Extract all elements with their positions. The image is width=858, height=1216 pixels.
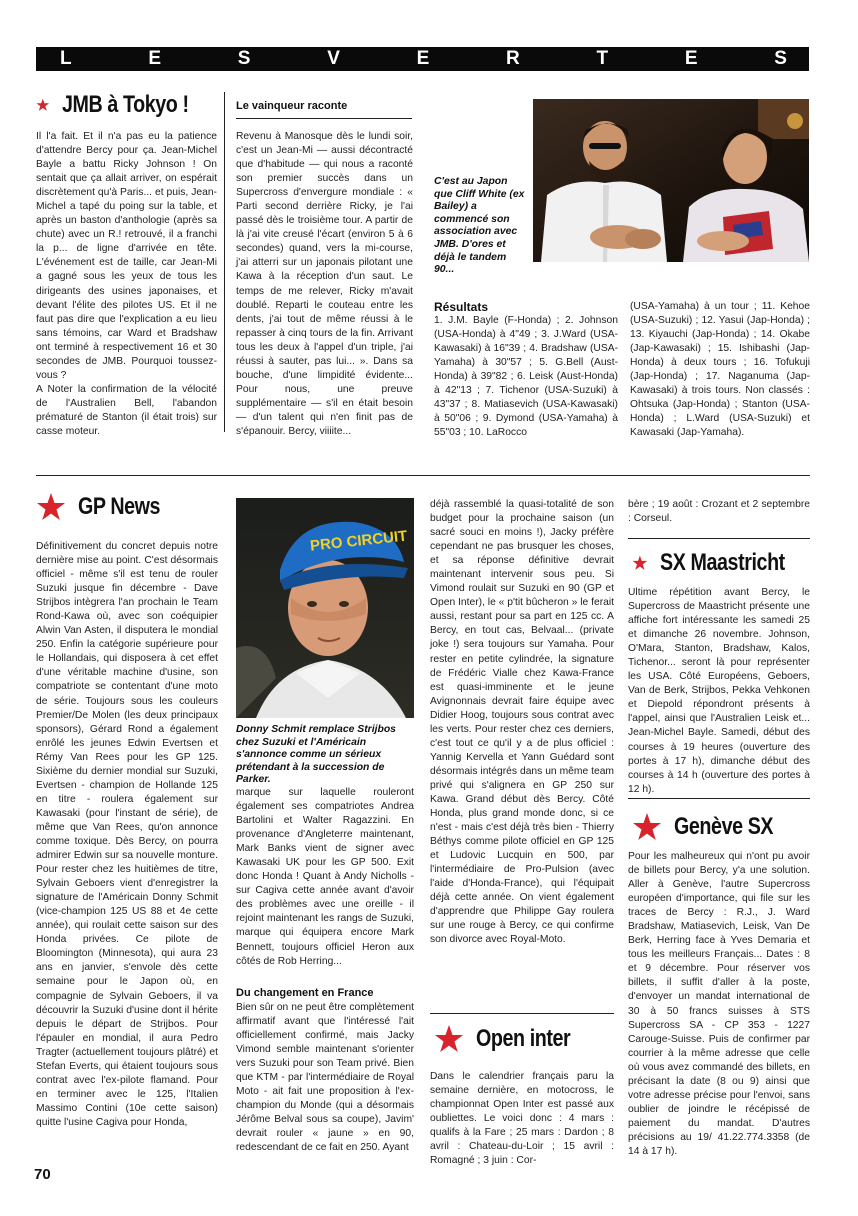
banner-letter: S: [774, 48, 787, 69]
gpnews-col3: déjà rassemblé la quasi-totalité de son budget pour la prochaine saison (un sacré souci en moins !), Jacky préfère cependant ne pas brusquer les choses, et sa réponse définitive devrait maintenant intervenir sous peu. Si Vimond roulait sur Suzuki en 90 (GP et Open Inter), le « p'tit bûcheron » le ferait aussi, restant pour sa part en 125 cc. A Bercy, en tout cas, Belvaal... (private joke !) sera toujours sur Yamaha. Pour rester en petite cylindrée, la signature de Frédéric Vialle chez Kawa-France est quasi-imminente et le jeune Avignonnais devrait faire équipe avec Didier Hoog, toujours sous contrat avec les verts. Pour rester chez ces derniers, c'est tout ce qu'il y a de plus officiel : Yannig Kervella et Yann Guédard sont désormais intégrés dans un même team privé qui s'alignera en GP 250 sur Kawa. Grand début dès Bercy. Côté Honda, plus grand monde donc, si ce n'est - mais c'est déjà très bien - Thierry Béthys comme pilote officiel en GP 125 et Ludovic Lucquin en 500, par l'intermédiaire de Pro-Pulsion (avec l'aide d'Honda-France), qui l'équipait déjà cette année. On vient également d'apprendre que Philippe Gay roulera sur une rouge à Bercy, ce qui confirme son divorce avec Royal-Moto.: [430, 499, 614, 946]
gpnews-col2: marque sur laquelle rouleront également ses compatriotes Andrea Bartolini et Walter Ragazzini. En provenance d'Angleterre maintenant, Mark Banks vient de signer avec Kawasaki UK pour les GP 500. Exit donc Honda ! Quant à Andy Nicholls - sur Cagiva cette année avant d'avoir des problèmes avec une oreille - il rejoint maintenant les rangs de Suzuki, marque qui équipera encore Mark Bennett, toujours officiel Heron aux côtés de Rob Herring...: [236, 787, 414, 967]
photo1-caption: C'est au Japon que Cliff White (ex Bailey) a commencé son association avec JMB. D'ores et déjà le tandem 90...: [434, 176, 525, 276]
results-col1: 1. J.M. Bayle (F-Honda) ; 2. Johnson (USA-Honda) à 4"49 ; 3. J.Ward (USA-Kawasaki) à 16"39 ; 4. Bradshaw (USA-Yamaha) à 30"57 ; 5. G.Bell (Aust-Honda) à 39"82 ; 6. Leisk (Aust-Honda) à 42"13 ; 7. Tichenor (USA-Suzuki) à 43"37 ; 8. Matiasevich (USA-Kawasaki) à 50"06 ; 9. Dymond (USA-Yamaha) à 55"03 ; 10. LaRocco: [434, 315, 618, 439]
banner-letter: E: [416, 48, 430, 69]
results-col2: (USA-Yamaha) à un tour ; 11. Kehoe (USA-Suzuki) ; 12. Yasui (Jap-Honda) ; 13. Kiyauchi (Jap-Honda) ; 14. Okabe (Jap-Kawasaki) ; 15. Ishibashi (Jap-Honda) à deux tours ; 16. Tofukuji (Jap-Honda) ; 17. Naganuma (Jap-Kawasaki) à trois tours. Non classés : Ohtsuka (Jap-Honda) ; Stanton (USA-Honda) ; L.Ward (USA-Suzuki) et Kawasaki (Jap-Yamaha).: [630, 301, 810, 439]
section-banner: [36, 47, 809, 71]
openinter-title: Open inter: [476, 1025, 571, 1052]
divider: [628, 538, 810, 539]
openinter-heading: [434, 1024, 614, 1054]
cap-logo-text: PRO CIRCUIT: [309, 527, 409, 555]
divider: [430, 1013, 614, 1014]
gpnews-heading: [36, 492, 216, 522]
sxmaastricht-heading: [632, 548, 812, 578]
genevesx-title: Genève SX: [674, 813, 774, 840]
divider: [236, 118, 412, 119]
vainqueur-title: Le vainqueur raconte: [236, 100, 348, 112]
sxmaastricht-title: SX Maastricht: [659, 549, 785, 576]
sxmaastricht-text: Ultime répétition avant Bercy, le Supercross de Maastricht présente une affiche fort intéressante les samedi 25 et dimanche 26 novembre. Johnson, O'Mara, Stanton, Bradshaw, Kalos, Tichenor... seront là pour représenter les USA. Côté Européens, Geboers, Van de Berk, Strijbos, Pekka Vehkonen et Diepold répondront présents à l'appel, ainsi que l'Australien Leisk et... Jean-Michel Bayle. Samedi, début des courses à 19 heures (ouverture des portes à 17 h), dimanche début des courses à 14 h (ouverture des portes à 12 h).: [628, 587, 810, 795]
banner-letter: R: [506, 48, 520, 69]
photo2-caption: Donny Schmit remplace Strijbos chez Suzuki et l'Américain s'annonce comme un sérieux prétendant à la succession de Parker.: [236, 724, 396, 786]
gpnews-col2b: Bien sûr on ne peut être complètement affirmatif avant que l'intéressé l'ait officiellement confirmé, mais Jacky Vimond semble maintenant s'orienter vers Suzuki pour son Team privé. Bien que KTM - par l'intermédiaire de Royal Moto - ait fait une proposition à l'ex-champion du Monde (qui a désormais Jérôme Belval sous sa coupe), Javim' devrait rouler « jaune » en 90, redescendant de ce fait en 250. Ayant: [236, 1002, 414, 1154]
results-title: Résultats: [434, 300, 489, 314]
jmb-text: Il l'a fait. Et il n'a pas eu la patience d'attendre Bercy pour ça. Jean-Michel Bayle a battu Ricky Johnson ! On sentait que ça allait arriver, on espérait discrètement qu'à Paris... et puis, Jean-Michel a tapé du poing sur la table, et après un baston d'anthologie (après sa chute) avec un R.! retrouvé, il a franchi la p... de ligne d'arrivée en tête. L'événement est de taille, car Jean-Mi a gagné sous les yeux de tous les dirigeants des usines japonaises, et devant l'élite des pilotes US. Et il ne faut pas dire que l'explication a eu lieu sans témoins, car Ward et Bradshaw ont terminé à respectivement 16 et 30 secondes de JMB. Pourquoi toussez-vous ?: [36, 131, 217, 381]
star-icon: [632, 812, 662, 842]
genevesx-heading: [632, 812, 812, 842]
gpnews-title: GP News: [78, 493, 161, 520]
genevesx-text: Pour les malheureux qui n'ont pu avoir de billets pour Bercy, y'a une solution. Aller à Genève, l'autre Supercross européen d'importance, qui file sur les traces de Bercy : R.J., J. Ward Bradshaw, Matiasevich, Leisk, Van De Berk, Herring face à Yves Demaria et tous les meilleurs Français... Dates : 8 et 9 décembre. Pour réserver vos billets, il suffit d'aller à la poste, d'envoyer un mandat international de 30 à 50 francs suisses à STS Supercross SA - CP 353 - 1227 Carouge-Suisse. Puis de confirmer par courrier à la même adresse que celle où vous avez commandé des billets, en précisant la date (8 ou 9) ainsi que votre adresse précise pour l'envoi, sans oublier de joindre le récépissé de paiement du mandat. D'autres précisions au 19/ 41.22.774.3358 (de 14 à 17 h).: [628, 851, 810, 1157]
openinter-continued: bère ; 19 août : Crozant et 2 septembre : Corseul.: [628, 499, 810, 525]
banner-letter: L: [60, 48, 72, 69]
column-divider: [224, 92, 225, 432]
star-icon: [434, 1024, 464, 1054]
jmb-text-note: A Noter la confirmation de la vélocité de l'Australien Bell, l'abandon prématuré de Stanton (il était trois) sur casse moteur.: [36, 383, 217, 437]
banner-letter: T: [596, 48, 609, 69]
banner-letter: E: [684, 48, 698, 69]
section-divider: [36, 475, 810, 476]
banner-letter: V: [327, 48, 340, 69]
jmb-article: [36, 130, 217, 439]
rider-portrait-photo: [236, 498, 414, 718]
star-icon: [36, 492, 66, 522]
jmb-heading: [36, 90, 216, 120]
openinter-text: Dans le calendrier français paru la semaine dernière, en motocross, le championnat Open Inter est passé aux oubliettes. Le voici donc : 4 mars : qualifs à la Fare ; 25 mars : Dardon ; 8 avril : Chateau-du-Loir ; 15 avril : Romagné ; 3 juin : Cor-: [430, 1071, 614, 1167]
jmb-title: JMB à Tokyo !: [61, 91, 189, 118]
gpnews-col1: Définitivement du concret depuis notre dernière mise au point. C'est désormais officiel - même s'il est tenu de rouler Suzuki jusque fin décembre - Dave Strijbos intègrera l'an prochain le Team Rond-Kawa où, avec son coéquipier Alwin Van Asten, il disputera le mondial 250. Enfin la catégorie supérieure pour le Hollandais, qui disposera à cet effet d'une véritable machine d'usine, son compatriote se contentant d'une moto de série. Toujours sous les couleurs Premier/De Molen (les deux principaux sponsors), Gérard Rond a également enrôlé les jeunes Edwin Evertsen et Rémy Van Rees pour les GP 125. Sixième du dernier mondial sur Suzuki, Evertsen - champion de Hollande 125 en titre - roulera également sur Kawasaki (pour l'instant de série), de même que Van Rees, qu'on annonce comme toxique. Dès Bercy, on pourra admirer Edwin sur sa nouvelle monture. Pour rester chez les huitièmes de titre, Sylvain Geboers vient d'enregistrer la signature de l'Américain Donny Schmit (vice-champion 125 US 88 et 4e cette année), qui roulait cette saison sur des Honda privées. Ce pilote de Bloomington (Minnesota), qui aura 23 ans en janvier, s'envole dès cette semaine pour le Japon où, en compagnie de Sylvain Geboers, il va découvrir la Suzuki d'usine dont il hérite depuis le départ de Strijbos. Pour l'épauler en mondial, il aura Pedro Tragter (actuellement toujours plâtré) et Stefan Everts, qui étaient toujours sous contrat avec l'ex-pilote flamand. Pour en terminer avec le 125, l'Italien Massimo Contini (10e cette saison) quitte l'usine Cagiva pour Honda,: [36, 541, 218, 1128]
star-icon: [36, 90, 50, 120]
banner-letter: E: [148, 48, 162, 69]
vainqueur-text: Revenu à Manosque dès le lundi soir, c'est un Jean-Mi — aussi décontracté que d'habitude — qui nous a raconté son premier succès dans un Supercross d'envergure mondiale : « Parti second derrière Ricky, je l'ai passé dès le troisième tour. A partir de là j'ai vite creusé l'écart (environ 5 à 6 secondes) quand, vers la mi-course, j'ai atterri sur un japonais pilotant une Kawa à la réception d'un saut. Le temps de me relever, Ricky m'avait doublé. Reparti le couteau entre les dents, j'ai tout de même réussi à le repasser à cinq tours de la fin. Arrivant tous les deux à l'appel d'un triple, j'ai réussi à sauter, pas lui... ». Dans sa bouche, d'une limpidité évidente... Pour nous, une preuve supplémentaire — s'il en était besoin — d'un talent qui n'en finit pas de s'épanouir. Bercy, viiiite...: [236, 131, 413, 437]
banner-letter: S: [237, 48, 251, 69]
gpnews-subheading: Du changement en France: [236, 987, 374, 999]
divider: [628, 798, 810, 799]
page-number: 70: [34, 1166, 51, 1183]
riders-photo: [533, 99, 809, 262]
star-icon: [632, 548, 648, 578]
